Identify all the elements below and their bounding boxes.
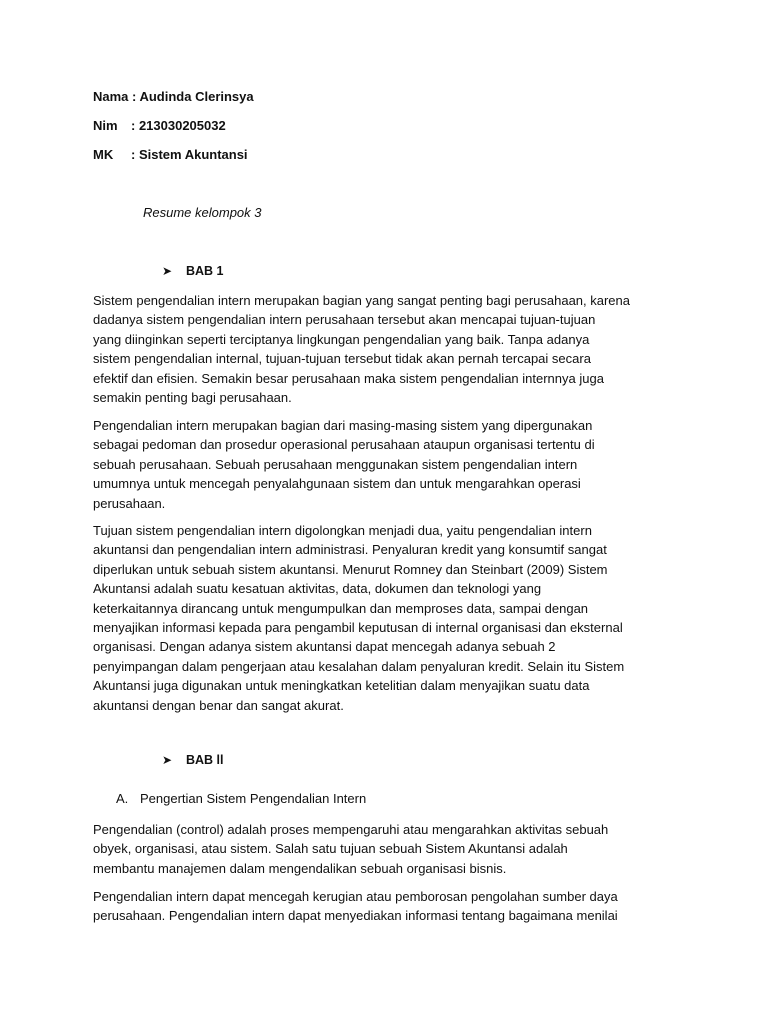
bab2-title: BAB ll xyxy=(186,753,224,767)
mk-value: : Sistem Akuntansi xyxy=(131,147,248,162)
text-line: Akuntansi juga digunakan untuk meningkatkan ketelitian dalam menyajikan suatu data xyxy=(93,678,590,694)
text-line: akuntansi dan pengendalian intern administrasi. Penyaluran kredit yang konsumtif sangat xyxy=(93,542,607,558)
text-line: keterkaitannya dirancang untuk mengumpulkan dan memproses data, sampai dengan xyxy=(93,600,589,616)
subsection-title: Pengertian Sistem Pengendalian Intern xyxy=(140,791,367,806)
student-name: Nama : Audinda Clerinsya xyxy=(93,89,254,104)
text-line: dadanya sistem pengendalian intern perusahaan tersebut akan mencapai tujuan-tujuan xyxy=(93,312,596,328)
course-name xyxy=(93,147,248,163)
text-line: Pengendalian (control) adalah proses mempengaruhi atau mengarahkan aktivitas sebuah xyxy=(93,822,609,837)
text-line: diperlukan untuk sebuah sistem akuntansi. Menurut Romney dan Steinbart (2009) Sistem xyxy=(93,561,608,577)
nim-label: Nim xyxy=(93,118,118,133)
arrow-bullet-icon: ➤ xyxy=(162,753,173,767)
text-line: penyimpangan dalam pengerjaan atau kesalahan dalam penyaluran kredit. Selain itu Sistem xyxy=(93,658,625,674)
text-line: semakin penting bagi perusahaan. xyxy=(93,390,292,406)
text-line: yang diinginkan seperti terciptanya lingkungan pengendalian yang baik. Tanpa adanya xyxy=(93,331,590,347)
text-line: obyek, organisasi, atau sistem. Salah satu tujuan sebuah Sistem Akuntansi adalah xyxy=(93,841,568,857)
text-line: Pengendalian intern dapat mencegah kerugian atau pemborosan pengolahan sumber daya xyxy=(93,889,618,904)
text-line: membantu manajemen dalam mengendalikan sebuah organisasi bisnis. xyxy=(93,860,507,876)
text-line: efektif dan efisien. Semakin besar perusahaan maka sistem pengendalian internnya juga xyxy=(93,370,604,386)
text-line: sebuah perusahaan. Sebuah perusahaan menggunakan sistem pengendalian intern xyxy=(93,456,578,472)
subsection-heading xyxy=(116,791,366,807)
arrow-bullet-icon: ➤ xyxy=(162,264,173,278)
bab1-paragraph-1 xyxy=(93,291,683,407)
text-line: Akuntansi adalah suatu kesatuan aktivitas, data, dokumen dan teknologi yang xyxy=(93,581,542,597)
text-line: umumnya untuk mencegah penyalahgunaan sistem dan untuk mengarahkan operasi xyxy=(93,476,581,492)
bab1-paragraph-2 xyxy=(93,416,683,513)
subsection-marker: A. xyxy=(116,791,129,806)
text-line: organisasi. Dengan adanya sistem akuntansi dapat mencegah adanya sebuah 2 xyxy=(93,639,556,655)
bab2-paragraph-2 xyxy=(93,887,683,926)
bab1-title: BAB 1 xyxy=(186,264,224,278)
bab1-paragraph-3 xyxy=(93,521,683,715)
text-line: Tujuan sistem pengendalian intern digolongkan menjadi dua, yaitu pengendalian intern xyxy=(93,523,592,538)
student-nim xyxy=(93,118,226,134)
bab1-heading xyxy=(162,263,224,279)
mk-label: MK xyxy=(93,147,114,162)
text-line: sebagai pedoman dan prosedur operasional perusahaan ataupun organisasi tertentu di xyxy=(93,437,595,453)
resume-title: Resume kelompok 3 xyxy=(143,205,262,220)
text-line: perusahaan. Pengendalian intern dapat menyediakan informasi tentang bagaimana menilai xyxy=(93,908,618,924)
text-line: Sistem pengendalian intern merupakan bagian yang sangat penting bagi perusahaan, karena xyxy=(93,293,630,308)
bab2-heading xyxy=(162,752,224,768)
text-line: perusahaan. xyxy=(93,495,166,511)
text-line: Pengendalian intern merupakan bagian dari masing-masing sistem yang dipergunakan xyxy=(93,418,593,433)
bab2-paragraph-1 xyxy=(93,820,683,878)
text-line: menyajikan informasi kepada para pengambil keputusan di internal organisasi dan eksternal xyxy=(93,620,623,636)
text-line: sistem pengendalian internal, tujuan-tujuan tersebut tidak akan pernah tercapai secara xyxy=(93,351,591,367)
text-line: akuntansi dengan benar dan sangat akurat. xyxy=(93,697,344,713)
nim-value: : 213030205032 xyxy=(131,118,226,133)
